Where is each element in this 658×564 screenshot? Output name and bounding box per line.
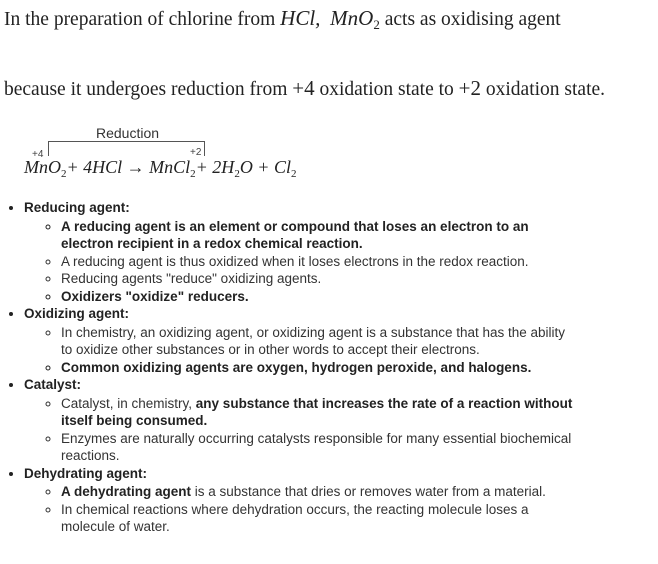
definitions-list <box>0 199 644 536</box>
mno2-formula <box>330 6 380 30</box>
sub-list <box>24 483 644 536</box>
eq-part-3: O + Cl <box>239 157 291 177</box>
oxidation-state-plus2: +2 <box>458 76 482 100</box>
section-title: Reducing agent: <box>24 200 130 215</box>
list-item: ◦ Common oxidizing agents are oxygen, hydrogen peroxide, and halogens. <box>61 359 644 377</box>
section-reducing-agent <box>24 199 644 305</box>
intro-line-2-mid: oxidation state to <box>314 79 459 100</box>
list-item <box>61 483 644 501</box>
list-item: ◦ Oxidizers "oxidize" reducers. <box>61 288 644 306</box>
list-item-bold-lead: A dehydrating agent <box>61 484 192 499</box>
list-item-prefix: Catalyst, in chemistry, <box>61 395 196 411</box>
eq-cl-sub: 2 <box>290 168 297 180</box>
eq-h-sub: 2 <box>234 168 240 180</box>
hcl-formula: HCl, <box>280 6 321 30</box>
intro-line-1-suffix: acts as oxidising agent <box>379 9 561 30</box>
intro-line-2 <box>4 76 605 101</box>
list-item: ◦ A reducing agent is an element or compound that loses an electron to an electron recipient in a redox chemical reaction. <box>61 218 644 253</box>
reaction-diagram <box>24 120 344 180</box>
list-item-rest: is a substance that dries or removes water from a material. <box>191 484 546 499</box>
section-oxidizing-agent <box>24 305 644 376</box>
list-item: ◦ In chemistry, an oxidizing agent, or oxidizing agent is a substance that has the ability to oxidize other substances or in other words to accept their electrons. <box>61 324 644 359</box>
sub-list <box>24 218 644 306</box>
reduction-bracket <box>48 141 205 156</box>
intro-line-1 <box>4 6 561 31</box>
section-title: Catalyst: <box>24 377 82 392</box>
intro-line-2-prefix: because it undergoes reduction from <box>4 79 293 100</box>
sub-list <box>24 395 644 465</box>
reaction-equation <box>24 157 296 178</box>
section-catalyst <box>24 376 644 465</box>
eq-mno: MnO <box>24 157 61 177</box>
intro-line-2-suffix: oxidation state. <box>481 79 606 100</box>
intro-line-1-prefix: In the preparation of chlorine from <box>4 9 281 30</box>
eq-mncl-sub: 2 <box>190 168 196 180</box>
oxidation-right-label: +2 <box>190 147 202 158</box>
section-title: Dehydrating agent: <box>24 465 148 481</box>
oxidation-left-label: +4 <box>32 149 44 160</box>
mno2-subscript: 2 <box>373 17 380 32</box>
list-item: ◦ A reducing agent is thus oxidized when it loses electrons in the redox reaction. <box>61 253 644 271</box>
list-item: ◦ Enzymes are naturally occurring catalysts responsible for many essential biochemical reactions. <box>61 430 644 465</box>
eq-mno-sub: 2 <box>61 168 67 180</box>
reduction-label: Reduction <box>96 125 160 141</box>
list-item: ◦ In chemical reactions where dehydration occurs, the reacting molecule loses a molecule of water. <box>61 501 644 536</box>
list-item <box>61 395 644 430</box>
sub-list <box>24 324 644 377</box>
section-dehydrating-agent <box>24 465 644 536</box>
section-title: Oxidizing agent: <box>24 306 130 321</box>
list-item: ◦ Reducing agents "reduce" oxidizing agents. <box>61 270 644 288</box>
oxidation-state-plus4: +4 <box>292 76 315 100</box>
eq-part-2: + 2H <box>195 157 235 177</box>
mno2-text: MnO <box>330 6 374 30</box>
list-item-bold-part: any substance that increases the rate of a reaction without itself being consumed. <box>61 395 573 428</box>
eq-part-1: + 4HCl → MnCl <box>66 157 191 177</box>
